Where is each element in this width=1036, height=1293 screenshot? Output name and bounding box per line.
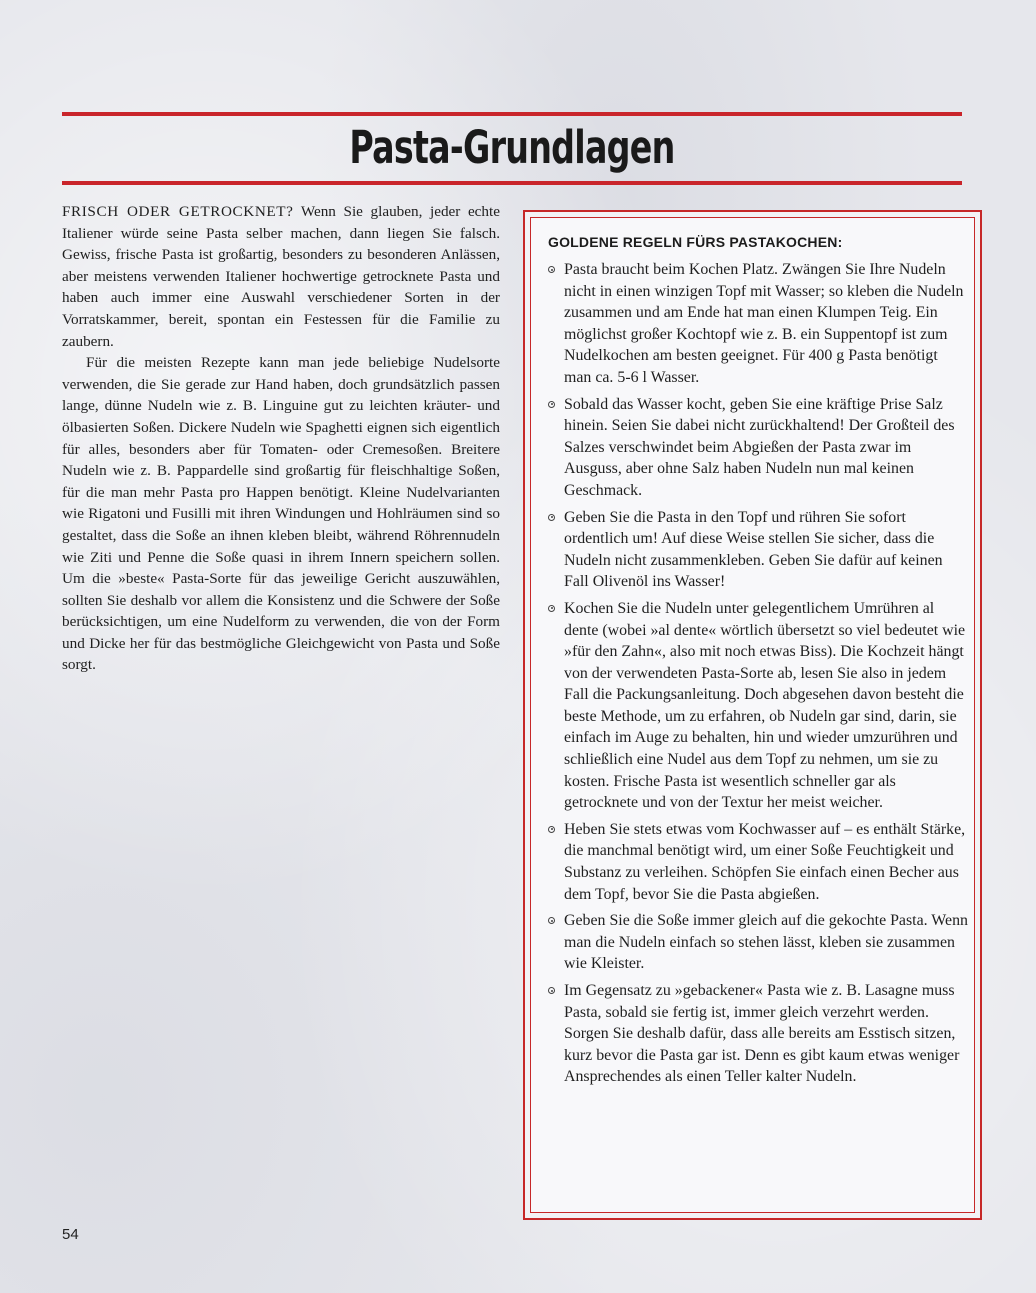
rule-item bbox=[548, 259, 968, 389]
bullet-icon bbox=[548, 826, 555, 833]
bullet-icon bbox=[548, 514, 555, 521]
rule-text: Im Gegensatz zu »gebackener« Pasta wie z. B. Lasagne muss Pasta, sobald sie fertig ist, immer gleich verzehrt werden. Sorgen Sie deshalb dafür, dass alle bereits am Esstisch sitzen, kurz bevor die Pasta gar ist. Denn es gibt kaum etwas weniger Ansprechendes als einen Teller kalter Nudeln. bbox=[564, 982, 960, 1086]
title-rule-bottom bbox=[62, 181, 962, 185]
intro-paragraph-2: Für die meisten Rezepte kann man jede beliebige Nudelsorte verwenden, die Sie gerade zur Hand haben, doch grundsätzlich passen lange, dünne Nudeln wie z. B. Linguine gut zu leichten kräuter- und ölbasierten Soßen. Dickere Nudeln wie Spaghetti eignen sich eigentlich für alles, besonders aber für Tomaten- oder Cremesoßen. Breitere Nudeln wie z. B. Pappardelle sind großartig für fleischhaltige Soßen, für die man mehr Pasta pro Happen benötigt. Kleine Nudelvarianten wie Rigatoni und Fusilli mit ihren Windungen und Hohlräumen sind so gestaltet, dass die Soße an ihnen kleben bleibt, während Röhrennudeln wie Ziti und Penne die Soße quasi in ihrem Innern speichern sollen. Um die »beste« Pasta-Sorte für das jeweilige Gericht auszuwählen, sollten Sie deshalb vor allem die Konsistenz und die Schwere der Soße berücksichtigen, um eine Nudelform zu verwenden, die von der Form und Dicke her für das bestmögliche Gleichgewicht von Pasta und Soße sorgt. bbox=[62, 354, 500, 674]
rule-item bbox=[548, 394, 968, 502]
intro-column bbox=[62, 201, 500, 676]
intro-paragraph-1-text: Wenn Sie glauben, jeder echte Italiener würde seine Pasta selber machen, dann liegen Sie falsch. Gewiss, frische Pasta ist großartig, besonders zu besonderen Anlässen, aber meistens verwenden Italiener hochwertige getrocknete Pasta und haben auch immer eine Auswahl verschiedener Sorten in der Vorratskammer, bereit, spontan ein Festessen für die Familie zu zaubern. bbox=[62, 203, 500, 350]
bullet-icon bbox=[548, 605, 555, 612]
bullet-icon bbox=[548, 987, 555, 994]
golden-rules-heading: GOLDENE REGELN FÜRS PASTAKOCHEN: bbox=[548, 234, 843, 250]
rule-text: Heben Sie stets etwas vom Kochwasser auf – es enthält Stärke, die manchmal benötigt wird, um einer Soße Feuchtigkeit und Substanz zu verleihen. Schöpfen Sie einfach einen Becher aus dem Topf, bevor Sie die Pasta abgießen. bbox=[564, 820, 966, 903]
rule-item bbox=[548, 507, 968, 593]
bullet-icon bbox=[548, 401, 555, 408]
rule-item bbox=[548, 910, 968, 975]
rule-item bbox=[548, 598, 968, 814]
golden-rules-list bbox=[548, 259, 968, 1093]
page-title: Pasta-Grundlagen bbox=[349, 121, 675, 174]
page-number: 54 bbox=[62, 1226, 79, 1243]
rule-text: Geben Sie die Pasta in den Topf und rühren Sie sofort ordentlich um! Auf diese Weise stellen Sie sicher, dass die Nudeln nicht zusammenkleben. Geben Sie dafür auf keinen Fall Olivenöl ins Wasser! bbox=[564, 508, 943, 591]
rule-text: Geben Sie die Soße immer gleich auf die gekochte Pasta. Wenn man die Nudeln einfach so stehen lässt, kleben sie zusammen wie Kleister. bbox=[564, 912, 968, 973]
intro-lead: FRISCH ODER GETROCKNET? bbox=[62, 203, 294, 220]
intro-paragraph-1 bbox=[62, 201, 500, 352]
rule-text: Pasta braucht beim Kochen Platz. Zwängen Sie Ihre Nudeln nicht in einen winzigen Topf mit Wasser; so kleben die Nudeln zusammen und am Ende hat man einen Klumpen Teig. Ein möglichst großer Kochtopf wie z. B. ein Suppentopf ist zum Nudelkochen am besten geeignet. Für 400 g Pasta benötigt man ca. 5-6 l Wasser. bbox=[564, 261, 964, 386]
rule-text: Sobald das Wasser kocht, geben Sie eine kräftige Prise Salz hinein. Seien Sie dabei nicht zurückhaltend! Der Großteil des Salzes verschwindet beim Abgießen der Pasta zwar im Ausguss, aber ohne Salz haben Nudeln nun mal keinen Geschmack. bbox=[564, 395, 955, 499]
bullet-icon bbox=[548, 917, 555, 924]
rule-item bbox=[548, 980, 968, 1088]
title-rule-top bbox=[62, 112, 962, 116]
rule-text: Kochen Sie die Nudeln unter gelegentlichem Umrühren al dente (wobei »al dente« wörtlich übersetzt so viel bedeutet wie »für den Zahn«, also mit noch etwas Biss). Die Kochzeit hängt von der verwendeten Pasta-Sorte ab, lesen Sie also in jedem Fall die Packungsanleitung. Doch abgesehen davon besteht die beste Methode, um zu erfahren, ob Nudeln gar sind, darin, sie einfach im Auge zu behalten, hin und wieder umzurühren und schließlich eine Nudel aus dem Topf zu nehmen, um sie zu kosten. Frische Pasta ist wesentlich schneller gar als getrocknete und von der Textur her meist weicher. bbox=[564, 599, 966, 812]
bullet-icon bbox=[548, 266, 555, 273]
rule-item bbox=[548, 819, 968, 905]
